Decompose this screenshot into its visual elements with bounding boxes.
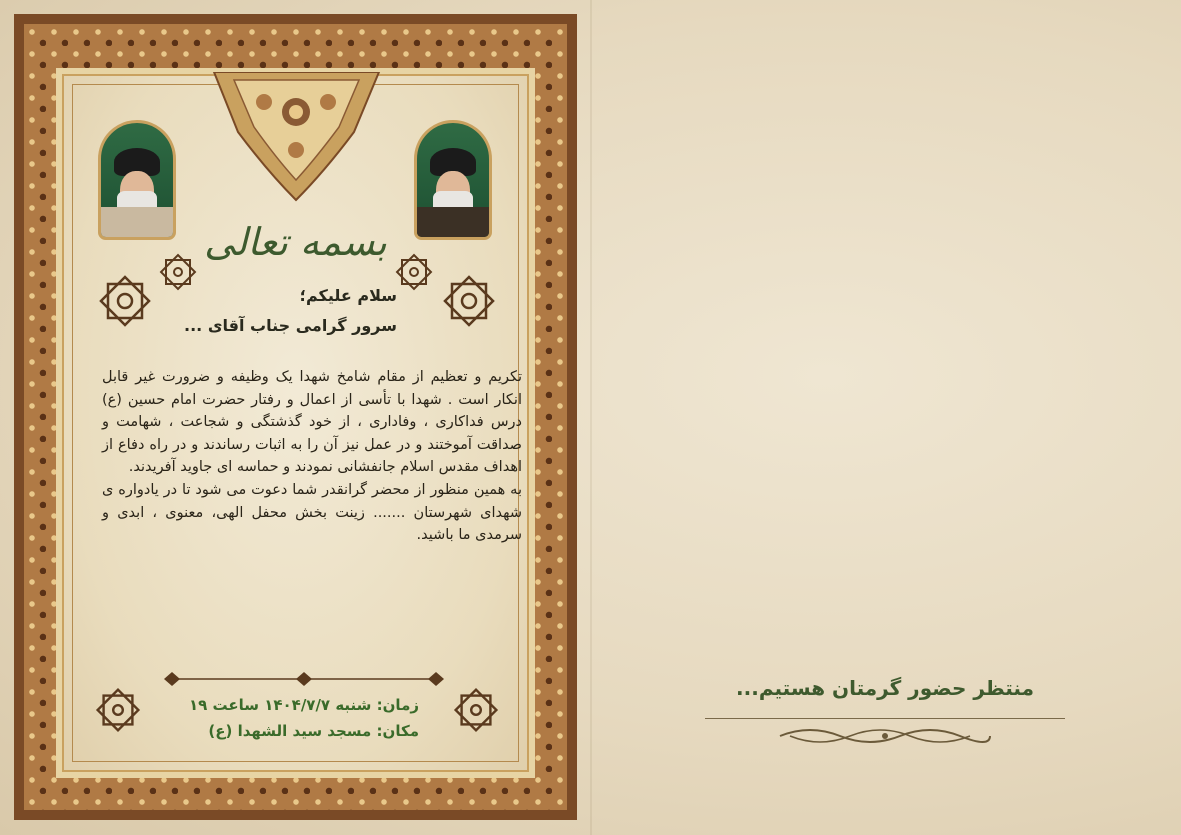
closing-rule xyxy=(705,718,1065,719)
salutation: سلام علیکم؛ xyxy=(299,286,397,305)
addressee-line: سرور گرامی جناب آقای ... xyxy=(184,316,397,335)
knot-ornament-icon xyxy=(96,272,154,330)
event-datetime: زمان: شنبه ۱۴۰۴/۷/۷ ساعت ۱۹ xyxy=(188,696,419,714)
knot-ornament-icon xyxy=(94,686,142,734)
knot-ornament-icon xyxy=(452,686,500,734)
ornamental-divider xyxy=(154,670,454,688)
card-heading: بسمه تعالی xyxy=(204,220,387,264)
top-arabesque-ornament xyxy=(204,72,389,202)
invitation-body xyxy=(102,366,522,547)
knot-ornament-icon xyxy=(440,272,498,330)
event-venue: مکان: مسجد سید الشهدا (ع) xyxy=(208,722,419,740)
closing-message: منتظر حضور گرمتان هستیم... xyxy=(736,676,1034,700)
body-paragraph: تکریم و تعظیم از مقام شامخ شهدا یک وظیفه و ضرورت غیر قابل انکار است . شهدا با تأسی از اعمال و رفتار حضرت امام حسین (ع) درس فداکاری ، وفاداری ، از خود گذشتگی و شجاعت ، شهامت و صداقت آموختند و در عمل نیز آن را به اثبات رساندند و در راه دفاع از اهداف مقدس اسلام جانفشانی نمودند و حماسه ای جاوید آفریدند. xyxy=(102,369,522,476)
flourish-ornament xyxy=(770,722,1000,750)
body-paragraph: به همین منظور از محضر گرانقدر شما دعوت می شود تا در یادواره ی شهدای شهرستان ....... زینت بخش محفل الهی، معنوی ، ابدی و سرمدی ما باشید. xyxy=(102,481,522,544)
page-fold xyxy=(590,0,592,835)
invitation-card xyxy=(14,14,577,820)
